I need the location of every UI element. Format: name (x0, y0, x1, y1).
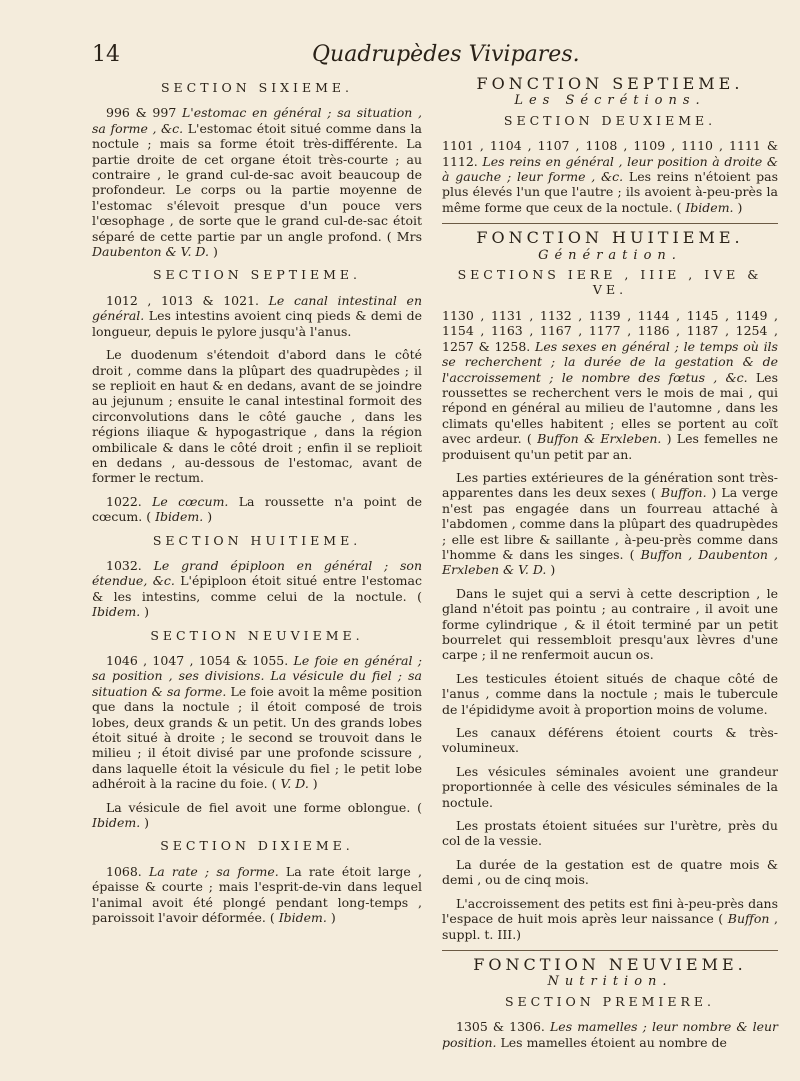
text-run: Les reins en général , leur position à droite & à gauche ; leur forme , &c. (442, 153, 778, 185)
paragraph (92, 800, 422, 831)
section-heading: SECTION NEUVIEME. (150, 627, 364, 643)
text-run: ) (209, 244, 218, 260)
text-run: ) La verge n'est pas engagée dans un fourreau attaché à l'abdomen , comme dans la plûpart des quadrupèdes ; elle est libre & saillante , à-peu-près comme dans l'homme & dans les singes. ( (442, 485, 778, 562)
text-run: ) (203, 509, 213, 525)
paragraph (442, 308, 778, 462)
text-run: Les mamelles étoient au nombre de (496, 1034, 727, 1050)
text-run: Ibidem. (685, 199, 734, 215)
text-run: Daubenton & V. D. (92, 244, 209, 260)
text-run: Le foie avoit la même position que dans la noctule ; il étoit composé de trois lobes, deux grands & un petit. Un des grands lobes étoit situé à droite ; le second se trouvoit dans le milieu ; il étoit divisé par une profonde scissure , dans laquelle étoit la vésicule du fiel ; le petit lobe adhéroit à la racine du foie. ( (92, 683, 422, 792)
section-heading: SECTION SIXIEME. (160, 80, 354, 95)
text-run: ) (308, 776, 318, 792)
page-number: 14 (92, 42, 120, 67)
text-run: Les canaux déférens étoient courts & très-volumineux. (442, 725, 778, 756)
text-run: Le foie en général ; sa position , ses divisions. La vésicule du fiel ; sa situation & sa forme. (92, 653, 423, 699)
paragraph (92, 293, 422, 339)
running-title: Quadrupèdes Vivipares. (312, 42, 580, 67)
section-heading: SECTION PREMIERE. (504, 993, 715, 1009)
text-run: La rate étoit large , épaisse & courte ; mais l'esprit-de-vin dans lequel l'animal avoit été plongé pendant long-temps , paroissoit l'avoir déformée. ( (92, 863, 422, 926)
text-run: Les intestins avoient cinq pieds & demi de longueur, depuis le pylore jusqu'à l'anus. (92, 308, 422, 339)
text-run: Ibidem. (278, 910, 327, 926)
text-run: Les testicules étoient situés de chaque côté de l'anus , comme dans la noctule ; mais le tubercule de l'épididyme avoit à proportion moins de volume. (442, 670, 778, 717)
text-run: Les mamelles ; leur nombre & leur position. (442, 1019, 778, 1050)
text-run: V. D. (280, 776, 309, 792)
text-run: ) (733, 199, 743, 215)
text-run: , suppl. t. III.) (442, 911, 778, 942)
section-heading: SECTION SEPTIEME. (152, 267, 362, 283)
text-run: L'accroissement des petits est fini à-peu-près dans l'espace de huit mois après leur naissance ( (442, 895, 778, 927)
section-heading: SECTION DIXIEME. (160, 838, 354, 854)
page-header (0, 42, 800, 68)
text-run: La rate ; sa forme. (148, 863, 279, 879)
function-subtitle: Nutrition. (547, 974, 673, 990)
left-column (92, 76, 422, 934)
text-run: Le cœcum. (152, 493, 229, 509)
paragraph (442, 671, 778, 717)
text-run: ) (140, 815, 150, 831)
text-run: Les vésicules séminales avoient une grandeur proportionnée à celle des vésicules séminales de la noctule. (442, 763, 778, 810)
text-run: Ibidem. (155, 509, 204, 525)
divider (442, 950, 778, 951)
text-run: Buffon , Daubenton , Erxleben & V. D. (442, 546, 778, 578)
text-run: Ibidem. (92, 815, 141, 831)
paragraph (442, 586, 778, 663)
paragraph (442, 818, 778, 849)
text-run: 1012 , 1013 & 1021. (106, 292, 269, 308)
text-run: L'épiploon étoit situé entre l'estomac & les intestins, comme celui de la noctule. ( (92, 573, 422, 604)
text-run: Buffon. (660, 485, 707, 501)
text-run: ) Les femelles ne produisent qu'un petit par an. (442, 431, 778, 462)
paragraph (442, 1019, 778, 1050)
text-run: L'estomac en général ; sa situation , sa forme , &c. (92, 105, 423, 136)
section-heading: SECTION DEUXIEME. (503, 112, 717, 128)
text-run: Les parties extérieures de la génération sont très-apparentes dans les deux sexes ( (442, 469, 778, 501)
divider (442, 223, 778, 224)
text-run: Le grand épiploon en général ; son étendue, &c. (92, 557, 422, 589)
paragraph (92, 653, 422, 792)
text-run: 1046 , 1047 , 1054 & 1055. (106, 653, 294, 668)
text-run: Le canal intestinal en général. (92, 292, 422, 324)
paragraph (442, 896, 778, 942)
text-run: 1130 , 1131 , 1132 , 1139 , 1144 , 1145 , 1149 , 1154 , 1163 , 1167 , 1177 , 1186 , 1187 , 1254 , 1257 & 1258. (442, 307, 778, 354)
right-column (442, 76, 778, 1058)
text-run: ) (140, 604, 150, 620)
text-run: Les roussettes se recherchent vers le mois de mai , qui répond en général au milieu de l'automne , dans les climats qu'elles habitent ; elles se portent au coït avec ardeur. ( (442, 369, 778, 447)
function-heading: FONCTION NEUVIEME. (473, 954, 747, 974)
paragraph (92, 494, 422, 525)
paragraph (442, 470, 778, 578)
text-run: 1101 , 1104 , 1107 , 1108 , 1109 , 1110 , 1111 & 1112. (442, 138, 778, 169)
paragraph (92, 864, 422, 926)
text-run: 996 & 997 (106, 105, 182, 121)
text-run: La roussette n'a point de cœcum. ( (92, 493, 422, 525)
text-run: 1068. (106, 863, 149, 879)
paragraph (92, 558, 422, 620)
text-run: 1022. (106, 493, 153, 509)
text-run: Les sexes en général ; le temps où ils se recherchent ; la durée de la gestation & de l'accroissement ; le nombre des fœtus , &c. (442, 338, 778, 385)
text-run: La vésicule de fiel avoit une forme oblongue. ( (106, 799, 422, 815)
text-run: L'estomac étoit situé comme dans la noctule ; mais sa forme étoit très-différente. La partie droite de cet organe étoit très-courte ; au contraire , le grand cul-de-sac avoit beaucoup de profondeur. Le corps ou la partie moyenne de l'estomac s'élevoit presque d'un pouce vers l'œsophage , de sorte que le grand cul-de-sac étoit séparé de cette partie par un angle profond. ( Mrs (92, 120, 422, 244)
paragraph (92, 347, 422, 486)
text-run: Dans le sujet qui a servi à cette description , le gland n'étoit pas pointu ; au contraire , il avoit une forme cylindrique , & il étoit terminé par un petit bourrelet qui ressembloit presqu'aux lèvres d'une carpe ; il ne renfermoit aucun os. (442, 585, 778, 663)
section-heading: SECTIONS IERE , IIIE , IVE & VE. (457, 267, 763, 298)
text-run: 1305 & 1306. (456, 1019, 550, 1035)
function-heading: FONCTION HUITIEME. (476, 228, 744, 248)
section-heading: SECTION HUITIEME. (152, 532, 362, 548)
paragraph (442, 138, 778, 215)
text-run: Les prostats étoient situées sur l'urètre, près du col de la vessie. (442, 818, 778, 849)
function-subtitle: Génération. (538, 247, 682, 263)
paragraph (442, 857, 778, 888)
paragraph (442, 764, 778, 810)
text-run: Le duodenum s'étendoit d'abord dans le côté droit , comme dans la plûpart des quadrupèdes ; il se replioit en haut & en dedans, avant de se joindre au jejunum ; ensuite le canal intestinal formoit des circonvolutions dans le côté gauche , dans les régions iliaque & hypogastrique , dans la région ombilicale & dans le côté droit ; enfin il se replioit en dedans , au-dessous de l'estomac, avant de former le rectum. (92, 347, 422, 486)
text-run: La durée de la gestation est de quatre mois & demi , ou de cinq mois. (442, 856, 778, 888)
text-run: Les reins n'étoient pas plus élevés l'un que l'autre ; ils avoient à-peu-près la même forme que ceux de la noctule. ( (442, 169, 778, 215)
text-run: 1032. (106, 557, 154, 573)
function-heading: FONCTION SEPTIEME. (476, 74, 744, 93)
function-subtitle: Les Sécrétions. (514, 93, 706, 109)
text-run: Buffon (727, 911, 770, 927)
text-run: Ibidem. (92, 604, 141, 620)
text-run: ) (546, 562, 556, 578)
paragraph (442, 725, 778, 756)
paragraph (92, 105, 422, 259)
text-run: ) (326, 910, 336, 926)
text-run: Buffon & Erxleben. (537, 431, 662, 447)
